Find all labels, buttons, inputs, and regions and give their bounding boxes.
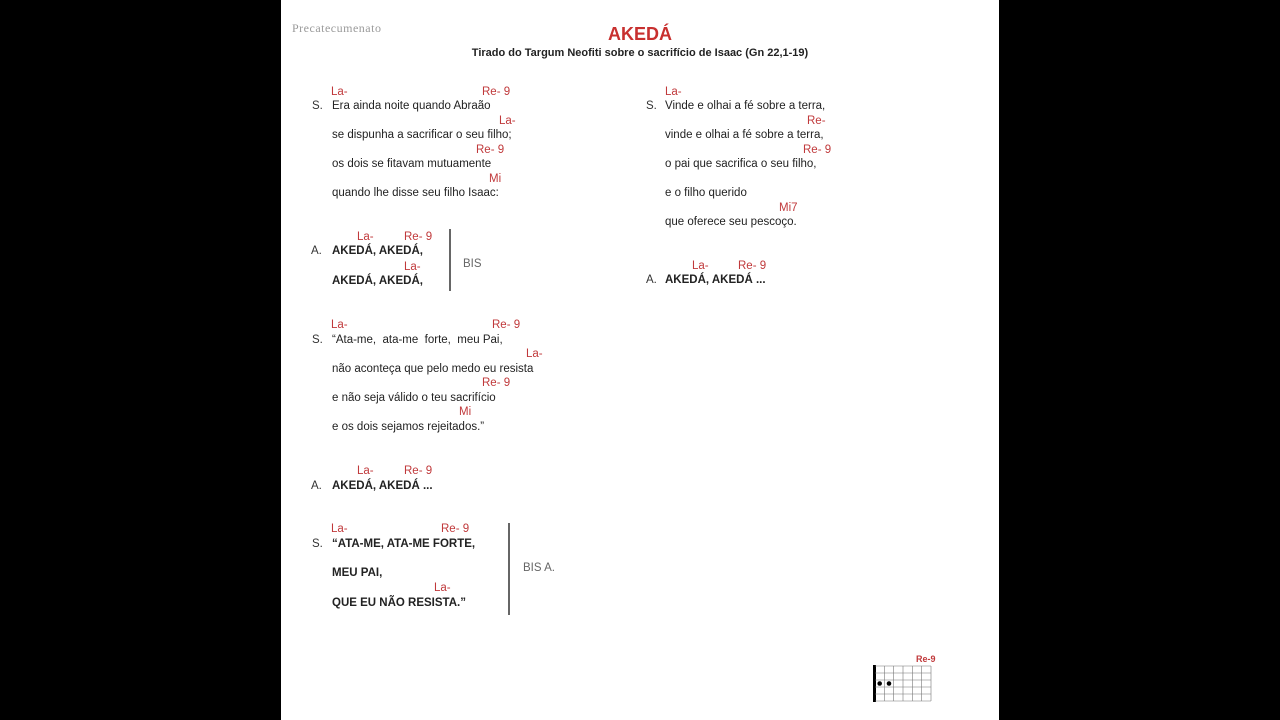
chord: Re- 9 [404,231,433,243]
chord: La- [526,348,543,360]
chord: Mi [459,406,472,418]
lyric-line: o pai que sacrifica o seu filho, [665,158,817,170]
soloist-marker: S. [312,334,323,346]
chord: Mi [489,173,502,185]
song-title: AKEDÁ [607,24,672,44]
lyric-line: MEU PAI, [332,567,383,579]
lyric-line: e não seja válido o teu sacrifício [332,392,496,404]
chord: La- [434,582,451,594]
chord: La- [404,261,421,273]
lyric-line: que oferece seu pescoço. [665,216,797,228]
lyric-line: AKEDÁ, AKEDÁ, [332,275,423,287]
chord: Re- 9 [482,86,511,98]
sheet-page [281,0,999,720]
lyric-line: vinde e olhai a fé sobre a terra, [665,129,824,141]
lyric-line: quando lhe disse seu filho Isaac: [332,187,499,199]
lyric-line: QUE EU NÃO RESISTA.” [332,597,466,609]
lyric-line: Era ainda noite quando Abraão [332,100,491,112]
bis-bracket [449,229,451,291]
assembly-marker: A. [311,480,322,492]
chord: Re- 9 [476,144,505,156]
chord-diagram [872,654,936,704]
chord: La- [357,231,374,243]
lyric-line: Vinde e olhai a fé sobre a terra, [665,100,826,112]
chord: Re- 9 [738,260,767,272]
chord: La- [331,86,348,98]
lyric-line: AKEDÁ, AKEDÁ ... [332,480,433,492]
fretboard-grid [872,664,936,704]
chord: Re- 9 [404,465,433,477]
lyric-line: se dispunha a sacrificar o seu filho; [332,129,512,141]
lyric-line: AKEDÁ, AKEDÁ, [332,245,423,257]
chord: La- [357,465,374,477]
bis-bracket [508,523,510,615]
lyric-line: os dois se fitavam mutuamente [332,158,492,170]
chord: La- [499,115,516,127]
finger-dot [887,681,892,686]
lyric-line: “ATA-ME, ATA-ME FORTE, [332,538,476,550]
soloist-marker: S. [646,100,657,112]
soloist-marker: S. [312,100,323,112]
finger-dot [877,681,882,686]
chord: Re- 9 [803,144,832,156]
chord: Mi7 [779,202,798,214]
lyric-line: não aconteça que pelo medo eu resista [332,363,534,375]
watermark: Precatecumenato [292,21,382,35]
bis-label: BIS A. [523,562,555,574]
chord: La- [665,86,682,98]
nut [873,665,876,702]
chord: Re- [807,115,826,127]
lyric-line: e o filho querido [665,187,747,199]
chord: La- [331,319,348,331]
lyric-line: “Ata-me, ata-me forte, meu Pai, [332,334,503,346]
chord: Re- 9 [441,523,470,535]
assembly-marker: A. [311,245,322,257]
bis-label: BIS [463,258,482,270]
lyric-line: e os dois sejamos rejeitados.” [332,421,485,433]
song-subtitle: Tirado do Targum Neofiti sobre o sacrifício de Isaac (Gn 22,1-19) [471,47,809,59]
chord-diagram-label: Re-9 [916,654,936,664]
lyric-line: AKEDÁ, AKEDÁ ... [665,274,766,286]
chord: La- [692,260,709,272]
chord: La- [331,523,348,535]
chord: Re- 9 [492,319,521,331]
assembly-marker: A. [646,274,657,286]
soloist-marker: S. [312,538,323,550]
chord: Re- 9 [482,377,511,389]
